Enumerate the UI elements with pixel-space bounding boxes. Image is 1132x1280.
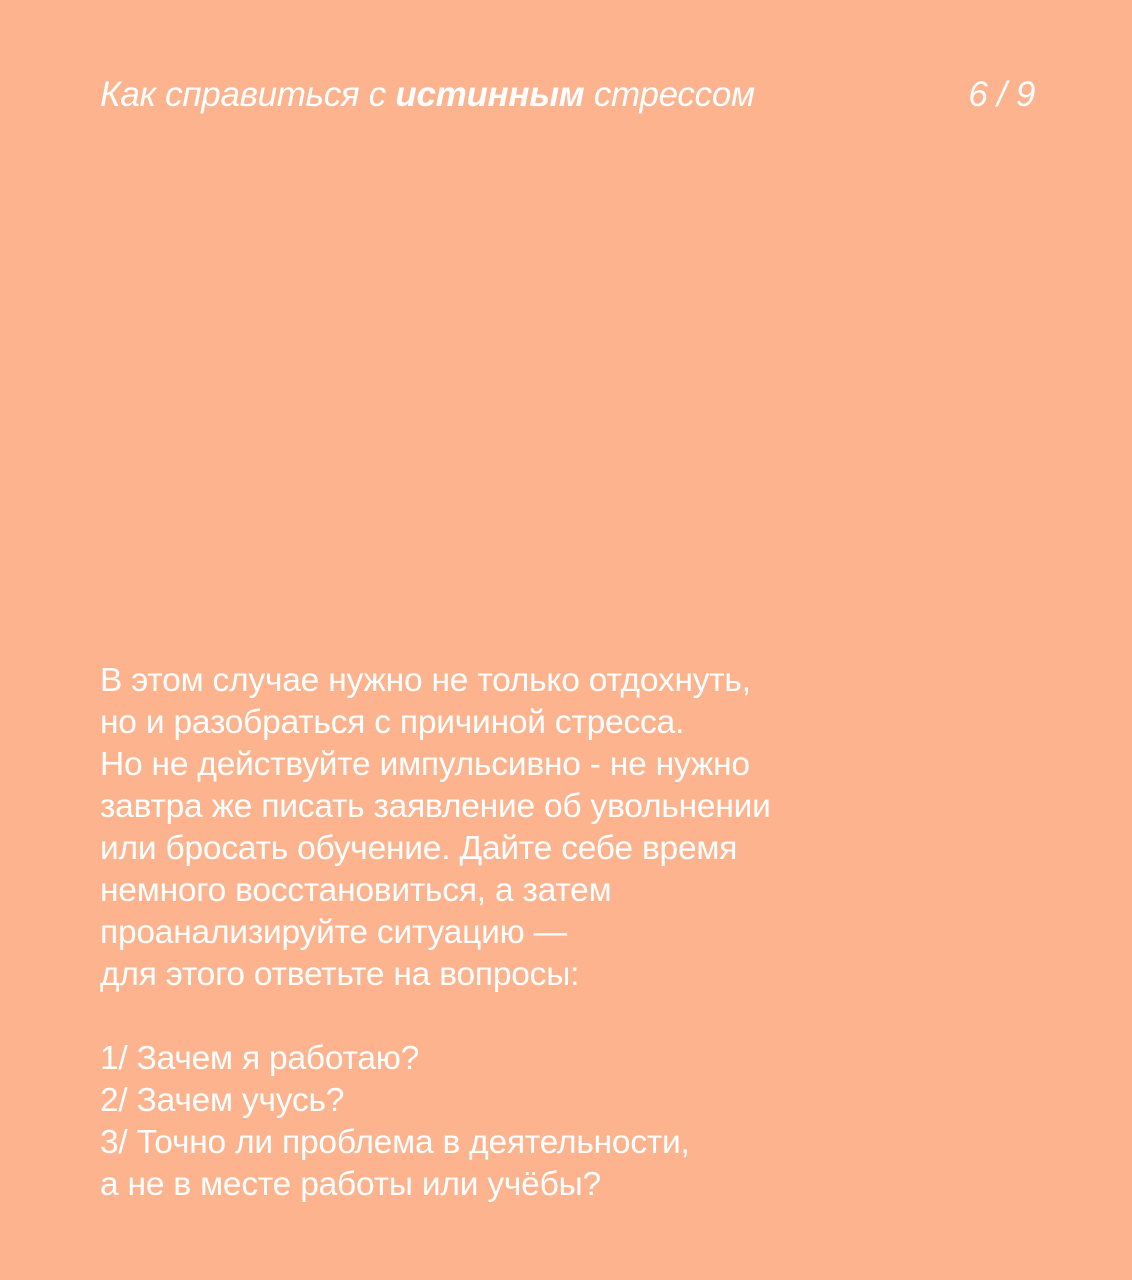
title-suffix: стрессом [584, 75, 755, 114]
question-item: 1/ Зачем я работаю? [100, 1040, 420, 1077]
title-emphasis: истинным [395, 75, 585, 114]
body-text [100, 660, 1000, 1206]
paragraph-line: для этого ответьте на вопросы: [100, 956, 580, 993]
paragraph-spacer [100, 996, 1000, 1038]
paragraph-line: Но не действуйте импульсивно - не нужно [100, 746, 750, 783]
paragraph-line: немного восстановиться, а затем [100, 872, 612, 909]
page-counter: 6 / 9 [968, 75, 1035, 114]
title-prefix: Как справиться с [100, 75, 396, 114]
slide-title [100, 72, 755, 118]
question-item: 3/ Точно ли проблема в деятельности, [100, 1124, 690, 1161]
paragraph-line: проанализируйте ситуацию — [100, 914, 567, 951]
paragraph-line: завтра же писать заявление об увольнении [100, 788, 771, 825]
slide-header [100, 72, 1035, 118]
question-item: 2/ Зачем учусь? [100, 1082, 345, 1119]
paragraph-line: но и разобраться с причиной стресса. [100, 704, 685, 741]
paragraph-line: В этом случае нужно не только отдохнуть, [100, 662, 751, 699]
paragraph-line: или бросать обучение. Дайте себе время [100, 830, 738, 867]
question-item: а не в месте работы или учёбы? [100, 1166, 601, 1203]
